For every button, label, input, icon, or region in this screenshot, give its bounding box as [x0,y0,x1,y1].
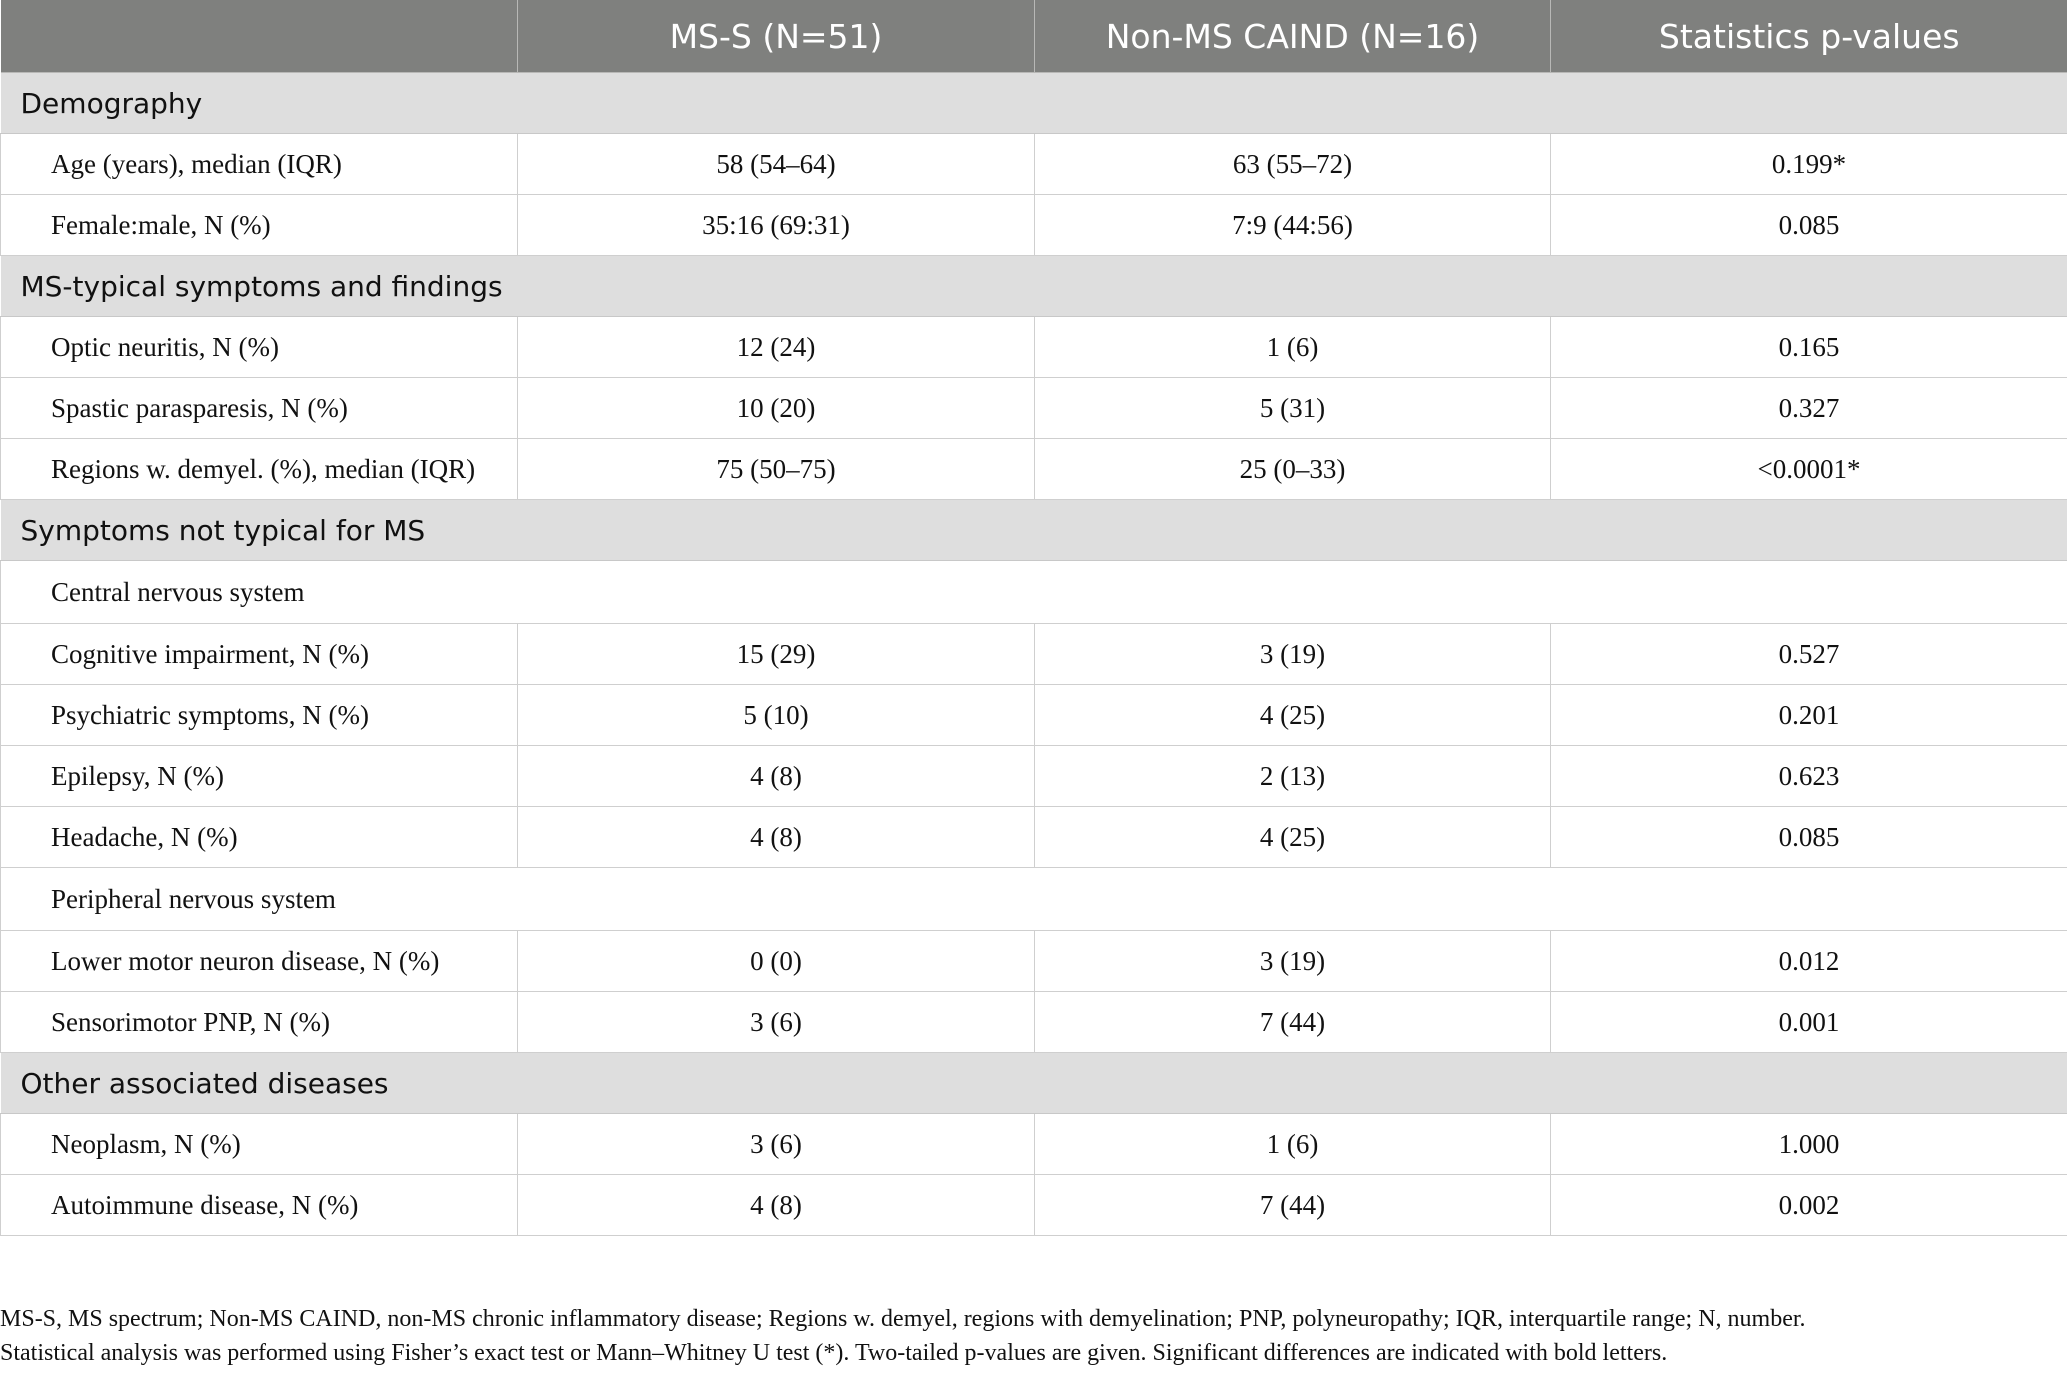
non-ms-value: 4 (25) [1035,685,1551,746]
header-p-values: Statistics p-values [1551,0,2067,73]
p-value: 0.623 [1551,746,2067,807]
p-value: 0.085 [1551,807,2067,868]
table-row [1,685,2067,746]
table-row [1,807,2067,868]
ms-s-value: 3 (6) [518,992,1035,1053]
row-label: Lower motor neuron disease, N (%) [1,931,518,992]
header-ms-s: MS-S (N=51) [518,0,1035,73]
row-label: Female:male, N (%) [1,195,518,256]
ms-s-value: 75 (50–75) [518,439,1035,500]
non-ms-value: 7 (44) [1035,1175,1551,1236]
ms-s-value: 4 (8) [518,807,1035,868]
table-row [1,195,2067,256]
subsection-title: Central nervous system [1,561,2067,624]
row-label: Regions w. demyel. (%), median (IQR) [1,439,518,500]
section-title: Other associated diseases [1,1053,2067,1114]
row-label: Epilepsy, N (%) [1,746,518,807]
footnote-statistics: Statistical analysis was performed using Fisher’s exact test or Mann–Whitney U test (*). Two-tailed p-values are given. Significant differences are indicated with bold letters. [0,1340,1668,1366]
table-row [1,992,2067,1053]
table-row [1,931,2067,992]
non-ms-value: 2 (13) [1035,746,1551,807]
non-ms-value: 1 (6) [1035,317,1551,378]
ms-s-value: 5 (10) [518,685,1035,746]
table-footnote [0,1302,2067,1370]
p-value: 0.165 [1551,317,2067,378]
row-label: Spastic parasparesis, N (%) [1,378,518,439]
header-row [1,0,2067,73]
non-ms-value: 63 (55–72) [1035,134,1551,195]
row-label: Cognitive impairment, N (%) [1,624,518,685]
footnote-abbreviations: MS-S, MS spectrum; Non-MS CAIND, non-MS chronic inflammatory disease; Regions w. demyel, regions with demyelination; PNP, polyneuropathy; IQR, interquartile range; N, number. [0,1306,1806,1332]
p-value: 0.199* [1551,134,2067,195]
subsection-row [1,561,2067,624]
ms-s-value: 15 (29) [518,624,1035,685]
ms-s-value: 10 (20) [518,378,1035,439]
section-title: Symptoms not typical for MS [1,500,2067,561]
non-ms-value: 5 (31) [1035,378,1551,439]
section-row [1,256,2067,317]
ms-s-value: 3 (6) [518,1114,1035,1175]
table-row [1,1114,2067,1175]
header-non-ms-caind: Non-MS CAIND (N=16) [1035,0,1551,73]
table-row [1,1175,2067,1236]
row-label: Optic neuritis, N (%) [1,317,518,378]
non-ms-value: 7:9 (44:56) [1035,195,1551,256]
header-cell-blank [1,0,518,73]
table-row [1,378,2067,439]
section-title: Demography [1,73,2067,134]
ms-s-value: 0 (0) [518,931,1035,992]
subsection-title: Peripheral nervous system [1,868,2067,931]
p-value: 0.001 [1551,992,2067,1053]
ms-s-value: 35:16 (69:31) [518,195,1035,256]
table-row [1,317,2067,378]
p-value: 0.201 [1551,685,2067,746]
p-value: 0.002 [1551,1175,2067,1236]
non-ms-value: 3 (19) [1035,931,1551,992]
p-value: 0.327 [1551,378,2067,439]
ms-s-value: 58 (54–64) [518,134,1035,195]
table-row [1,134,2067,195]
subsection-row [1,868,2067,931]
p-value: 0.085 [1551,195,2067,256]
non-ms-value: 4 (25) [1035,807,1551,868]
section-title: MS-typical symptoms and findings [1,256,2067,317]
row-label: Psychiatric symptoms, N (%) [1,685,518,746]
section-row [1,500,2067,561]
p-value: 0.527 [1551,624,2067,685]
row-label: Age (years), median (IQR) [1,134,518,195]
row-label: Neoplasm, N (%) [1,1114,518,1175]
table-row [1,746,2067,807]
non-ms-value: 7 (44) [1035,992,1551,1053]
row-label: Autoimmune disease, N (%) [1,1175,518,1236]
row-label: Headache, N (%) [1,807,518,868]
table-row [1,439,2067,500]
table-row [1,624,2067,685]
ms-s-value: 4 (8) [518,746,1035,807]
ms-s-value: 4 (8) [518,1175,1035,1236]
p-value: 1.000 [1551,1114,2067,1175]
section-row [1,73,2067,134]
p-value: <0.0001* [1551,439,2067,500]
row-label: Sensorimotor PNP, N (%) [1,992,518,1053]
section-row [1,1053,2067,1114]
non-ms-value: 1 (6) [1035,1114,1551,1175]
p-value: 0.012 [1551,931,2067,992]
non-ms-value: 25 (0–33) [1035,439,1551,500]
ms-s-value: 12 (24) [518,317,1035,378]
non-ms-value: 3 (19) [1035,624,1551,685]
